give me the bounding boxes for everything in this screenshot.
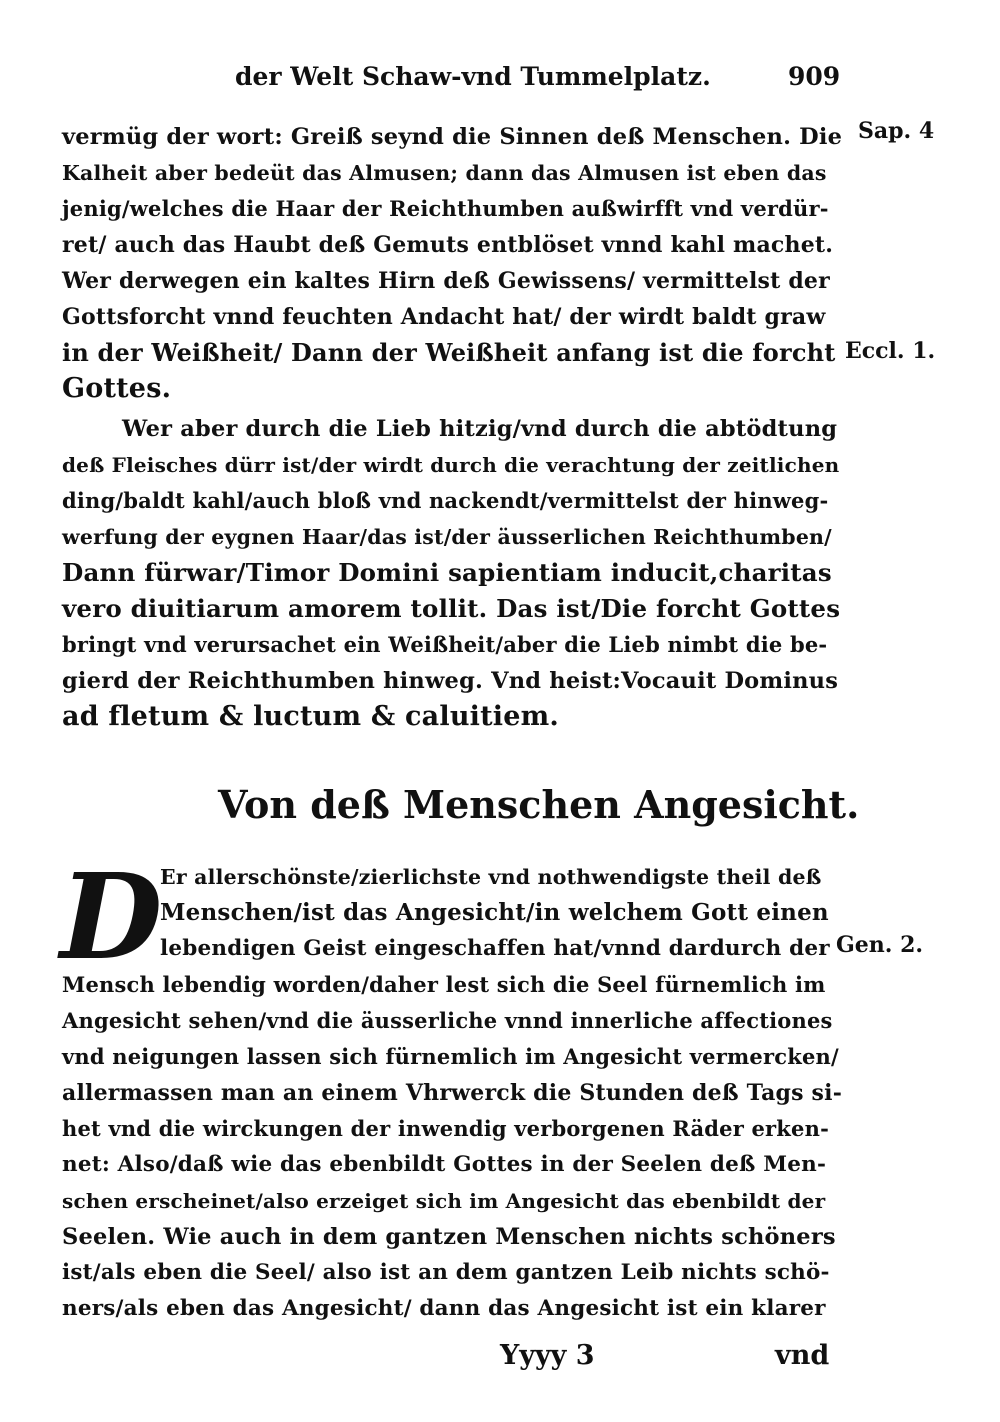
text-line: Gottes.	[62, 373, 172, 404]
text-line: Er allerschönste/zierlichste vnd nothwendigste theil deß	[160, 865, 822, 889]
text-line: ret/ auch das Haubt deß Gemuts entblöset vnnd kahl machet.	[62, 232, 834, 258]
text-line: het vnd die wirckungen der inwendig verborgenen Räder erken-	[62, 1116, 829, 1141]
text-line: bringt vnd verursachet ein Weißheit/aber die Lieb nimbt die be-	[62, 632, 828, 657]
text-line: vnd neigungen lassen sich fürnemlich im Angesicht vermercken/	[62, 1044, 839, 1069]
drop-cap: D	[60, 847, 163, 986]
text-line: schen erscheinet/also erzeiget sich im Angesicht das ebenbildt der	[62, 1189, 826, 1213]
text-line: Dann fürwar/Timor Domini sapientiam inducit,charitas	[62, 558, 832, 587]
text-line: Wer derwegen ein kaltes Hirn deß Gewissens/ vermittelst der	[62, 268, 830, 294]
text-line: Mensch lebendig worden/daher lest sich die Seel fürnemlich im	[62, 972, 826, 997]
text-line: Seelen. Wie auch in dem gantzen Menschen nichts schöners	[62, 1224, 836, 1250]
margin-note-eccl: Eccl. 1.	[845, 338, 936, 364]
text-line: Wer aber durch die Lieb hitzig/vnd durch die abtödtung	[122, 416, 838, 442]
text-line: ad fletum & luctum & caluitiem.	[62, 701, 559, 732]
text-line: ist/als eben die Seel/ also ist an dem gantzen Leib nichts schö-	[62, 1260, 830, 1285]
page-number: 909	[788, 62, 841, 91]
running-title: der Welt Schaw-vnd Tummelplatz.	[235, 62, 711, 91]
text-line: in der Weißheit/ Dann der Weißheit anfang ist die forcht	[62, 338, 836, 367]
text-line: gierd der Reichthumben hinweg. Vnd heist:Vocauit Dominus	[62, 668, 839, 694]
text-line: Angesicht sehen/vnd die äusserliche vnnd innerliche affectiones	[62, 1008, 833, 1033]
text-line: werfung der eygnen Haar/das ist/der äusserlichen Reichthumben/	[62, 525, 832, 549]
text-line: Kalheit aber bedeüt das Almusen; dann das Almusen ist eben das	[62, 161, 827, 185]
catchword: vnd	[775, 1340, 830, 1371]
margin-note-sap: Sap. 4	[858, 118, 935, 144]
text-line: Gottsforcht vnnd feuchten Andacht hat/ der wirdt baldt graw	[62, 304, 826, 330]
text-line: Menschen/ist das Angesicht/in welchem Gott einen	[160, 899, 829, 926]
text-line: vero diuitiarum amorem tollit. Das ist/Die forcht Gottes	[62, 594, 841, 623]
text-line: net: Also/daß wie das ebenbildt Gottes in der Seelen deß Men-	[62, 1152, 827, 1177]
text-line: lebendigen Geist eingeschaffen hat/vnnd dardurch der	[160, 936, 830, 961]
section-heading: Von deß Menschen Angesicht.	[218, 782, 860, 827]
signature-mark: Yyyy 3	[500, 1340, 595, 1371]
margin-note-gen: Gen. 2.	[836, 932, 924, 958]
text-line: jenig/welches die Haar der Reichthumben außwirfft vnd verdür-	[62, 196, 829, 221]
text-line: deß Fleisches dürr ist/der wirdt durch die verachtung der zeitlichen	[62, 453, 840, 477]
text-line: ners/als eben das Angesicht/ dann das Angesicht ist ein klarer	[62, 1296, 826, 1321]
text-line: vermüg der wort: Greiß seynd die Sinnen deß Menschen. Die	[62, 124, 843, 150]
text-line: ding/baldt kahl/auch bloß vnd nackendt/vermittelst der hinweg-	[62, 488, 829, 513]
text-line: allermassen man an einem Vhrwerck die Stunden deß Tags si-	[62, 1080, 843, 1106]
